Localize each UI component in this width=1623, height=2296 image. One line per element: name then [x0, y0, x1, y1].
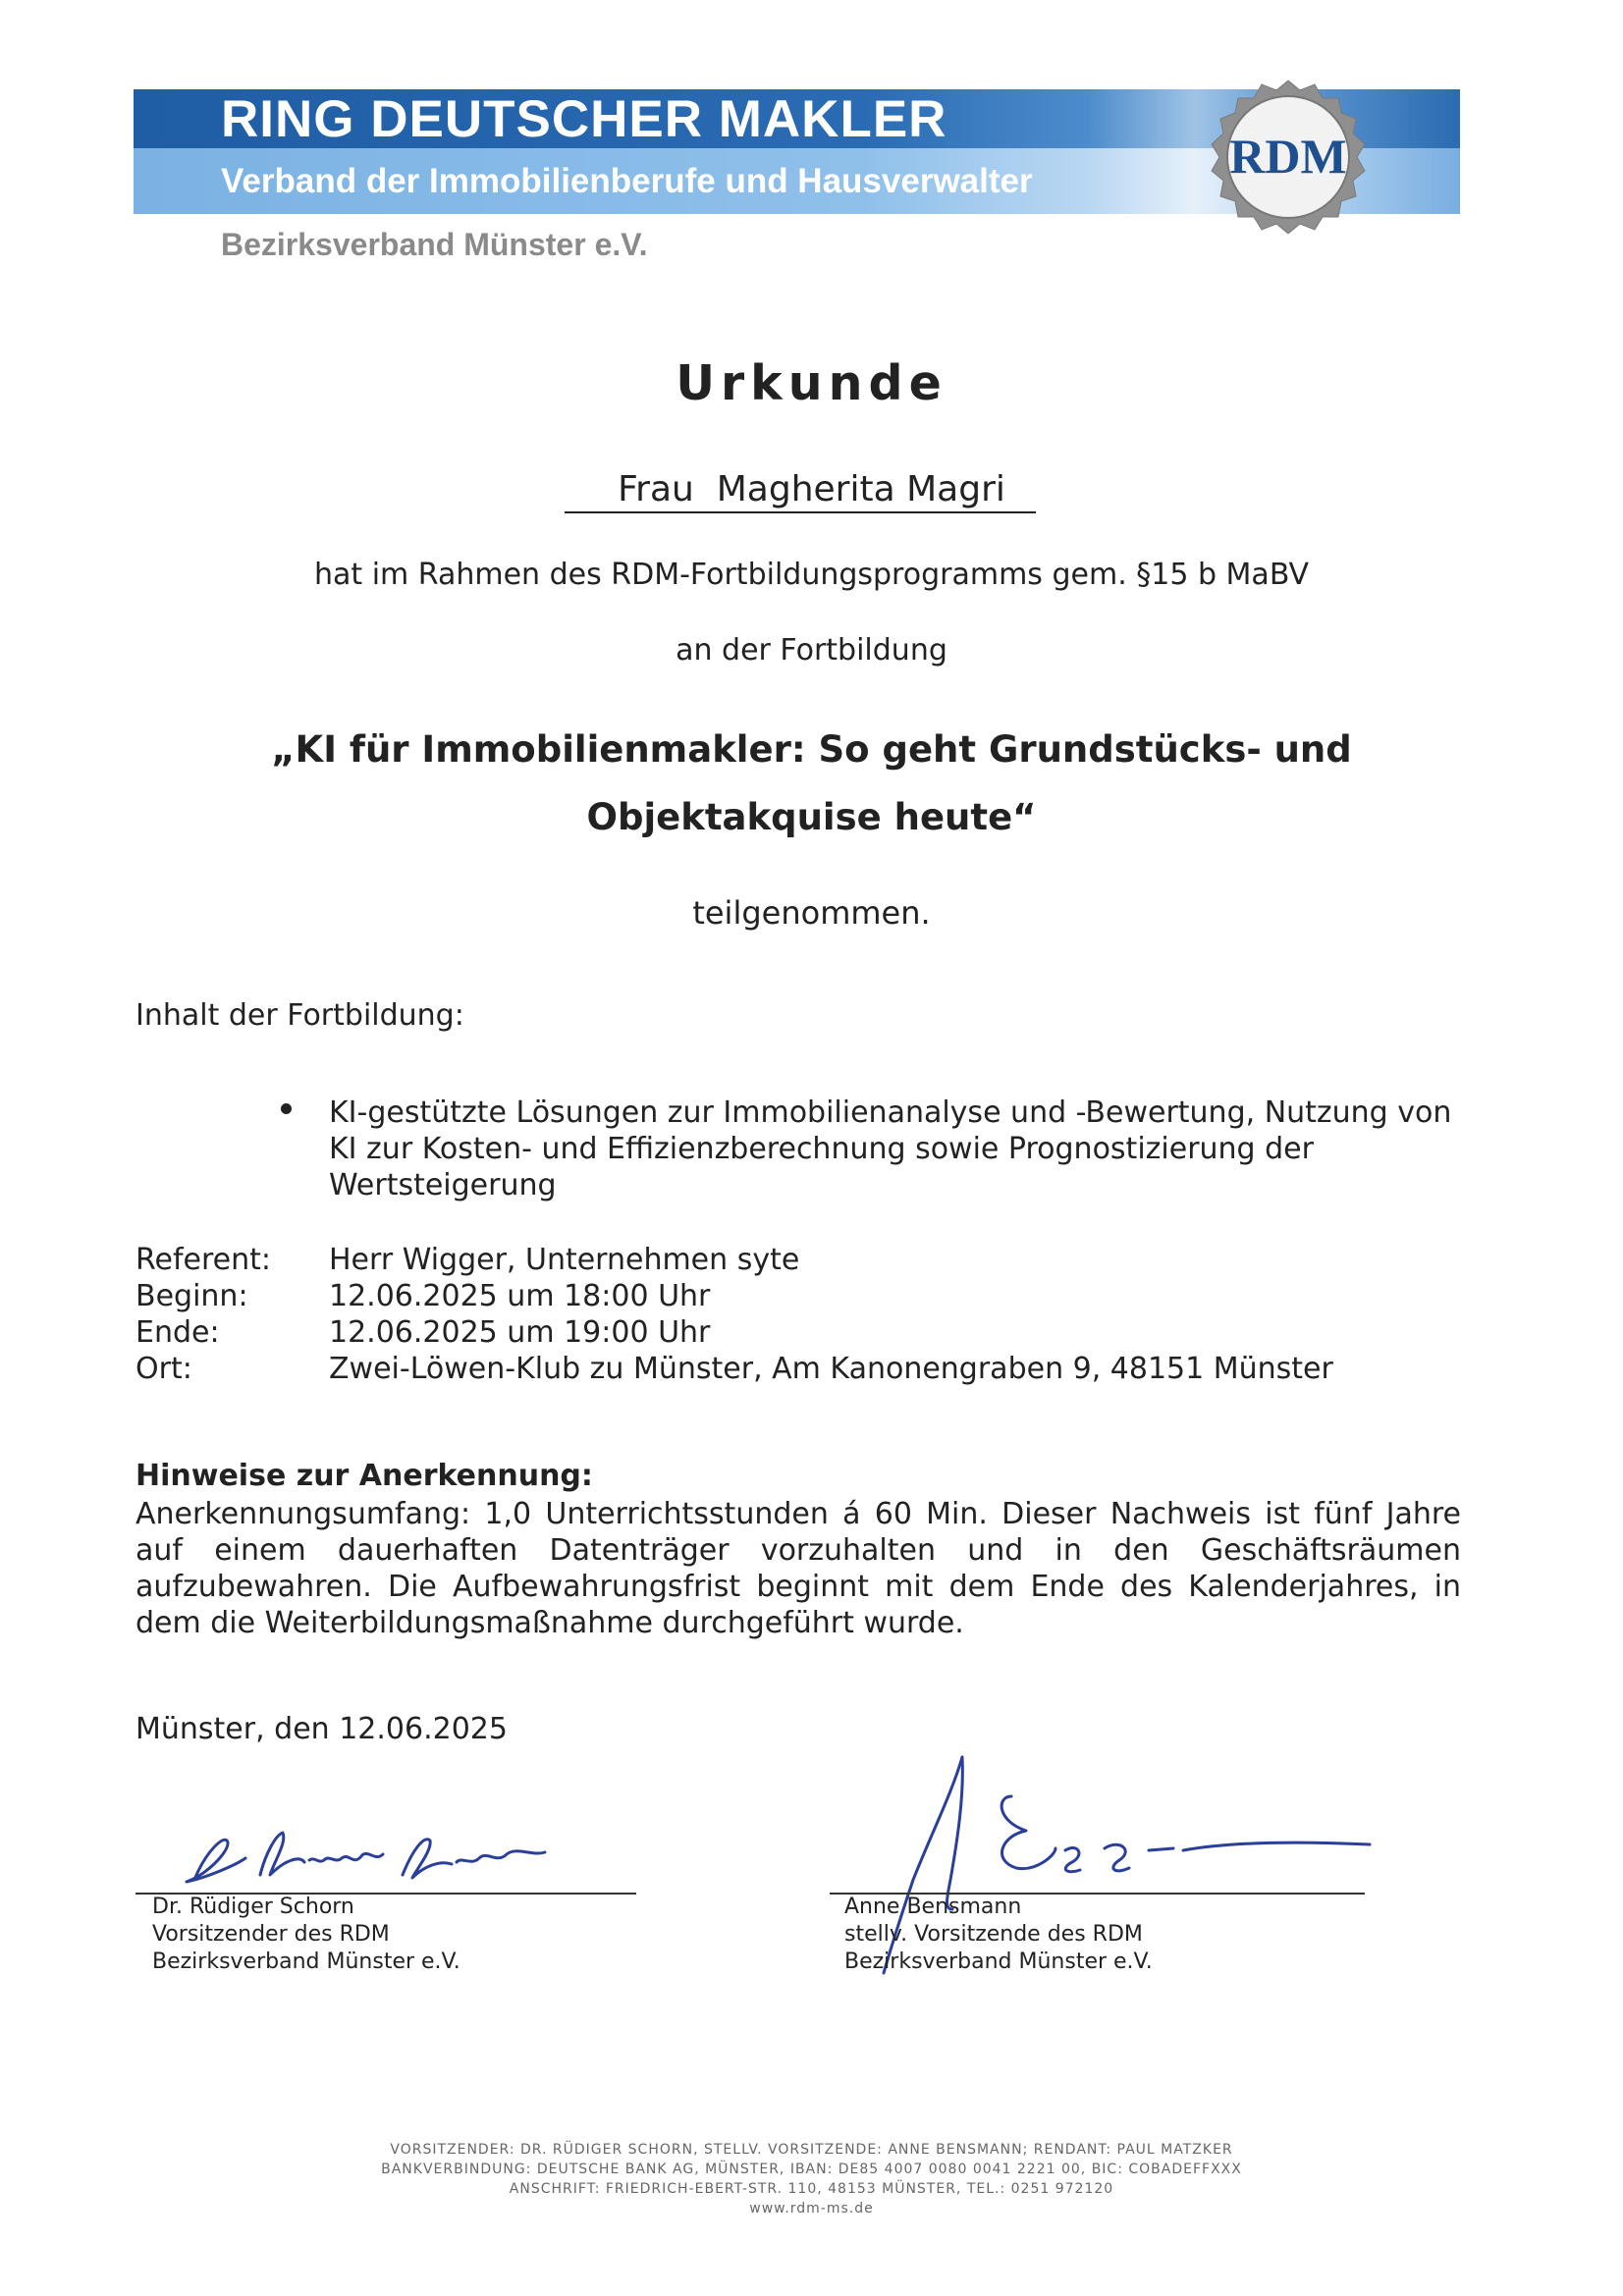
signatory-2-role: stellv. Vorsitzende des RDM — [844, 1922, 1143, 1947]
footer-website: www.rdm-ms.de — [749, 2201, 874, 2216]
association-name: RING DEUTSCHER MAKLER — [221, 90, 947, 148]
detail-value-end: 12.06.2025 um 19:00 Uhr — [329, 1315, 711, 1350]
seal-text: RDM — [1229, 129, 1347, 184]
content-label: Inhalt der Fortbildung: — [135, 998, 464, 1033]
detail-value-speaker: Herr Wigger, Unternehmen syte — [329, 1243, 800, 1277]
content-item: KI-gestützte Lösungen zur Immobilienanalyse und -Bewertung, Nutzung von KI zur Kosten- und Effizienzberechnung sowie Prognostizierung der Wertsteigerung — [329, 1095, 1452, 1202]
footer-bank: BANKVERBINDUNG: DEUTSCHE BANK AG, MÜNSTER, IBAN: DE85 4007 0080 0041 2221 00, BIC: COBADEFFXXX — [381, 2162, 1242, 2177]
course-title-line-2: Objektakquise heute“ — [586, 796, 1037, 838]
bullet-icon — [281, 1103, 292, 1114]
signatory-1-org: Bezirksverband Münster e.V. — [152, 1949, 460, 1974]
signatory-2-org: Bezirksverband Münster e.V. — [844, 1949, 1153, 1974]
detail-value-start: 12.06.2025 um 18:00 Uhr — [329, 1279, 711, 1313]
notes-heading: Hinweise zur Anerkennung: — [135, 1459, 593, 1493]
detail-value-location: Zwei-Löwen-Klub zu Münster, Am Kanonengraben 9, 48151 Münster — [329, 1352, 1333, 1386]
signatory-1-name: Dr. Rüdiger Schorn — [152, 1895, 354, 1919]
signatory-1-role: Vorsitzender des RDM — [152, 1922, 390, 1947]
detail-label-speaker: Referent: — [135, 1243, 271, 1277]
notes-text: Anerkennungsumfang: 1,0 Unterrichtsstunden á 60 Min. Dieser Nachweis ist fünf Jahre auf einem dauerhaften Datenträger vorzuhalten und in den Geschäftsräumen aufzubewahren. Die Aufbewahrungsfrist beginnt mit dem Ende des Kalenderjahres, in dem die Weiterbildungsmaßnahme durchgeführt wurde. — [135, 1497, 1461, 1640]
detail-label-start: Beginn: — [135, 1279, 248, 1313]
intro-line-2: an der Fortbildung — [676, 633, 947, 667]
footer-address: ANSCHRIFT: FRIEDRICH-EBERT-STR. 110, 48153 MÜNSTER, TEL.: 0251 972120 — [509, 2181, 1114, 2197]
rdm-seal-logo — [1190, 59, 1386, 255]
place-date: Münster, den 12.06.2025 — [135, 1712, 508, 1746]
intro-line: hat im Rahmen des RDM-Fortbildungsprogramms gem. §15 b MaBV — [314, 558, 1309, 592]
document-title: Urkunde — [676, 355, 947, 411]
association-subtitle: Verband der Immobilienberufe und Hausverwalter — [221, 162, 1033, 200]
detail-label-location: Ort: — [135, 1352, 192, 1386]
local-association: Bezirksverband Münster e.V. — [221, 227, 648, 262]
detail-label-end: Ende: — [135, 1315, 220, 1350]
participated-text: teilgenommen. — [692, 894, 931, 932]
footer-board: VORSITZENDER: DR. RÜDIGER SCHORN, STELLV. VORSITZENDE: ANNE BENSMANN; RENDANT: PAUL MATZKER — [390, 2142, 1233, 2158]
recipient-name: Frau Magherita Magri — [618, 469, 1005, 509]
signatory-2-name: Anne Bensmann — [844, 1895, 1022, 1919]
signature-schorn — [167, 1821, 609, 1895]
course-title-line-1: „KI für Immobilienmakler: So geht Grundstücks- und — [271, 728, 1352, 771]
recipient-underline — [565, 511, 1036, 513]
